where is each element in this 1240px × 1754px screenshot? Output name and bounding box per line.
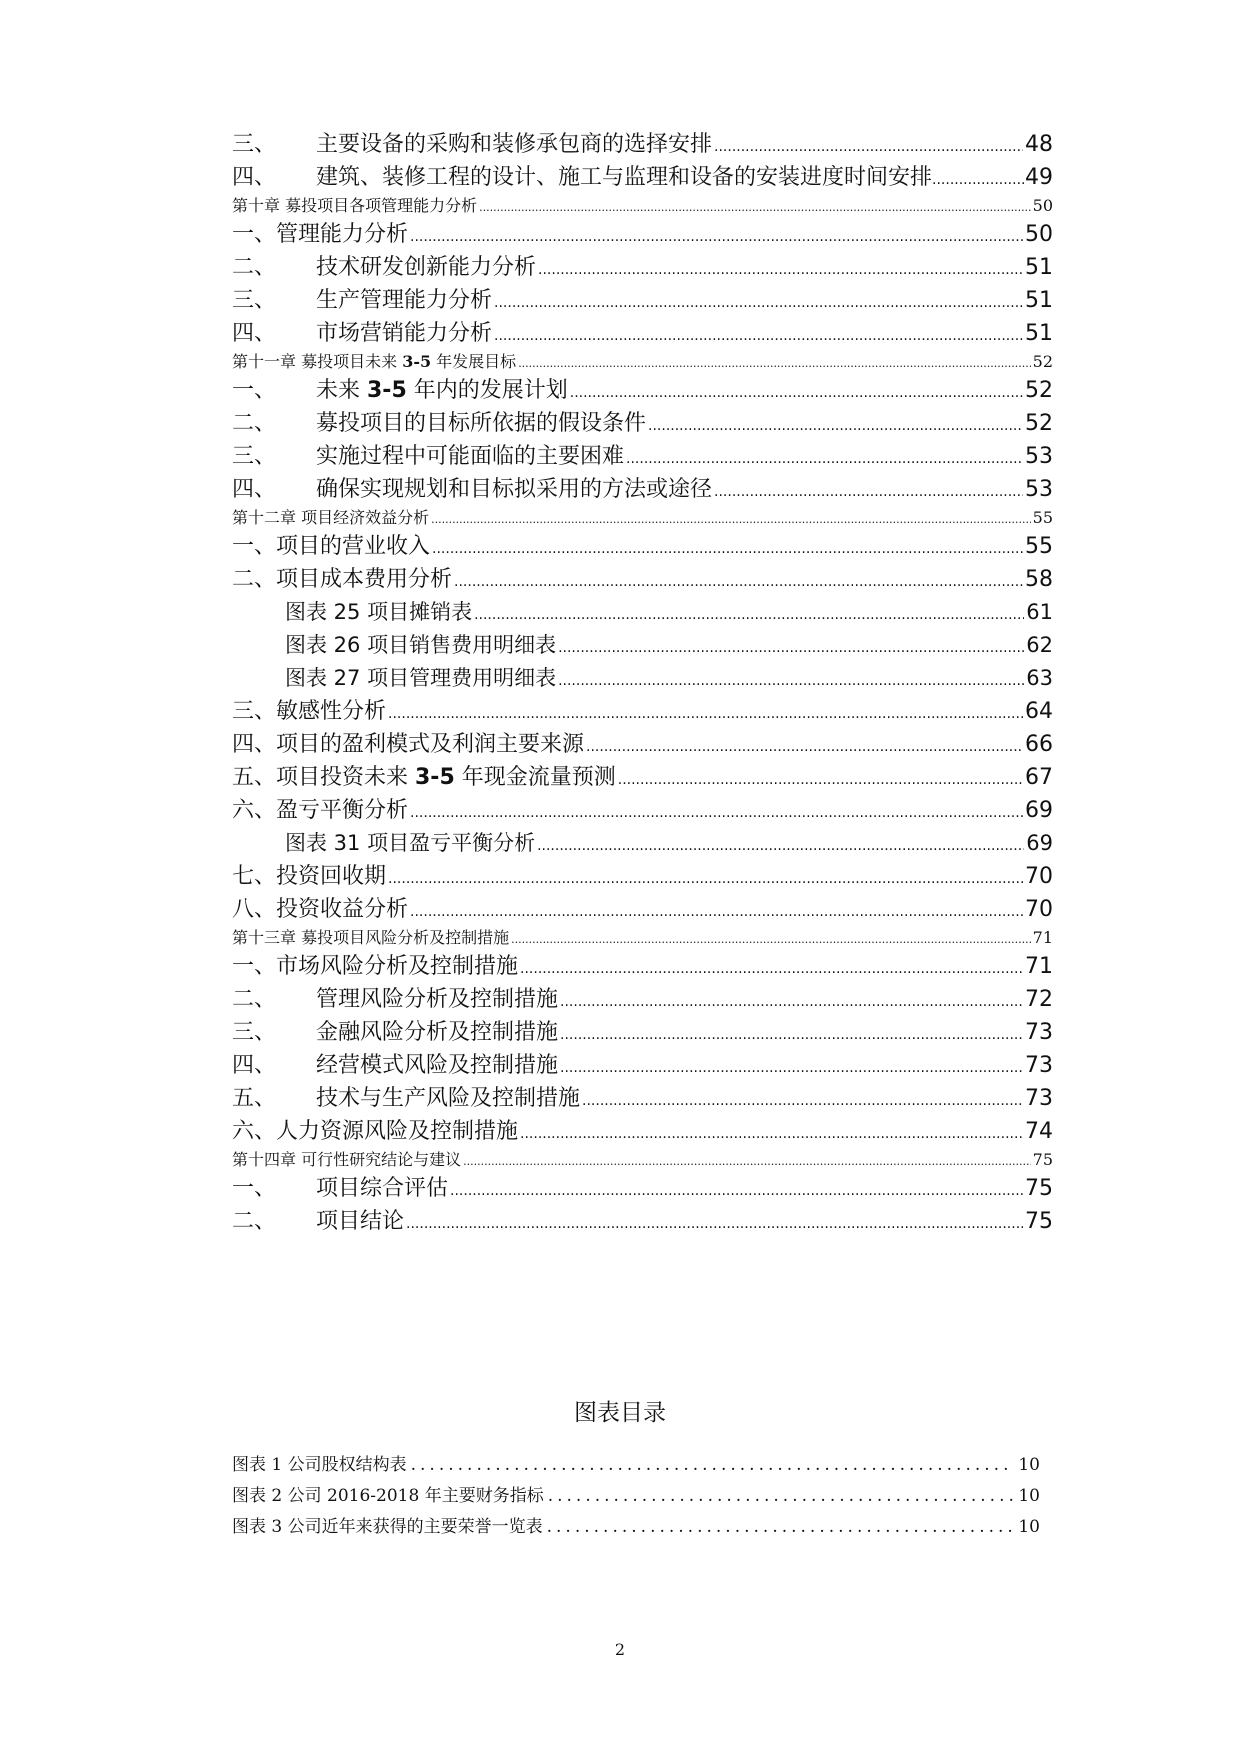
toc-entry[interactable]: [232, 983, 1053, 1016]
toc-entry-number: 二、: [232, 1209, 277, 1234]
dot-leader: [494, 320, 1023, 353]
dot-leader: [431, 508, 1031, 532]
toc-entry[interactable]: [232, 1205, 1053, 1238]
toc-entry[interactable]: [232, 563, 1053, 596]
toc-entry-title: 金融风险分析及控制措施: [316, 1020, 559, 1045]
toc-entry-title: 确保实现规划和目标拟采用的方法或途径: [316, 477, 713, 502]
toc-entry-title: 六、盈亏平衡分析: [232, 798, 409, 823]
toc-figure-entry[interactable]: [232, 596, 1053, 629]
toc-entry-page: 53: [1025, 444, 1053, 469]
dot-leader: [537, 830, 1024, 863]
toc-entry-number: 五、: [232, 1086, 277, 1111]
dot-leader: [618, 764, 1023, 797]
toc-entry-page: 58: [1025, 567, 1053, 592]
dot-leader: [463, 1150, 1031, 1174]
title-part: 未来: [316, 378, 367, 403]
toc-entry-number: 三、: [232, 288, 277, 313]
toc-entry-page: 51: [1025, 288, 1053, 313]
toc-entry-title: 二、项目成本费用分析: [232, 567, 453, 592]
toc-entry-page: 51: [1025, 255, 1053, 280]
title-part-bold: 3-5: [402, 352, 432, 371]
dot-leader: [479, 196, 1031, 220]
toc-entry-title: 图表 31 项目盈亏平衡分析: [285, 831, 536, 855]
dot-leader: [410, 221, 1023, 254]
toc-entry-title: 三、敏感性分析: [232, 699, 387, 724]
toc-entry-number: 三、: [232, 444, 277, 469]
toc-entry-title: 主要设备的采购和装修承包商的选择安排: [316, 132, 713, 157]
toc-entry-page: 48: [1025, 132, 1053, 157]
toc-entry-number: 二、: [232, 255, 277, 280]
toc-entry-number: 二、: [232, 987, 277, 1012]
toc-entry[interactable]: [232, 1082, 1053, 1115]
dot-leader: [538, 254, 1023, 287]
toc-entry-page: 75: [1025, 1176, 1053, 1201]
figure-list: [232, 1450, 1040, 1543]
toc-entry-page: 63: [1026, 666, 1053, 690]
toc-entry-page: 64: [1025, 699, 1053, 724]
toc-entry[interactable]: [232, 128, 1053, 161]
dot-leader: [714, 476, 1023, 509]
toc-chapter-entry[interactable]: [232, 1148, 1053, 1172]
toc-entry-page: 74: [1025, 1119, 1053, 1144]
dot-leader: [560, 986, 1023, 1019]
dot-leader: [520, 1118, 1023, 1151]
toc-entry-title: 建筑、装修工程的设计、施工与监理和设备的安装进度时间安排: [316, 165, 933, 190]
figure-entry-title: 图表 3 公司近年来获得的主要荣誉一览表: [232, 1517, 543, 1537]
toc-entry-title: 四、项目的盈利模式及利润主要来源: [232, 732, 585, 757]
table-of-contents: [232, 128, 1053, 1238]
dot-leader: [454, 566, 1023, 599]
toc-entry[interactable]: [232, 950, 1053, 983]
toc-entry-page: 49: [1025, 165, 1053, 190]
toc-entry-page: 72: [1025, 987, 1053, 1012]
toc-entry-page: 55: [1032, 508, 1053, 527]
toc-entry-page: 61: [1026, 600, 1053, 624]
toc-entry-title: 管理风险分析及控制措施: [316, 987, 559, 1012]
toc-entry-page: 71: [1032, 928, 1053, 947]
toc-entry-title: 经营模式风险及控制措施: [316, 1053, 559, 1078]
dot-leader: [714, 131, 1023, 164]
toc-entry[interactable]: [232, 473, 1053, 506]
toc-entry-title: 图表 26 项目销售费用明细表: [285, 633, 557, 657]
toc-entry[interactable]: [232, 218, 1053, 251]
toc-entry[interactable]: [232, 530, 1053, 563]
dot-leader: [518, 352, 1030, 376]
toc-entry[interactable]: [232, 440, 1053, 473]
toc-chapter-entry[interactable]: [232, 350, 1053, 374]
figure-list-entry[interactable]: [232, 1450, 1040, 1481]
toc-entry-page: 73: [1025, 1020, 1053, 1045]
toc-entry-page: 70: [1025, 897, 1053, 922]
toc-figure-entry[interactable]: [232, 662, 1053, 695]
toc-entry-page: 52: [1025, 411, 1053, 436]
title-part: 第十一章 募投项目未来: [232, 352, 403, 371]
dot-leader: [494, 287, 1023, 320]
toc-entry-page: 52: [1032, 352, 1053, 371]
toc-entry[interactable]: [232, 761, 1053, 794]
toc-entry[interactable]: [232, 1172, 1053, 1205]
figure-entry-page: 10: [1018, 1517, 1040, 1537]
dot-leader: [560, 1019, 1023, 1052]
toc-entry[interactable]: [232, 1049, 1053, 1082]
toc-entry[interactable]: [232, 860, 1053, 893]
toc-entry-title: 第十三章 募投项目风险分析及控制措施: [232, 928, 510, 947]
toc-entry-page: 62: [1026, 633, 1053, 657]
toc-entry-title: 八、投资收益分析: [232, 897, 409, 922]
toc-entry[interactable]: [232, 695, 1053, 728]
toc-entry[interactable]: [232, 794, 1053, 827]
toc-entry-title: 第十章 募投项目各项管理能力分析: [232, 196, 478, 215]
toc-entry-title: [232, 761, 616, 794]
toc-entry-title: 第十二章 项目经济效益分析: [232, 508, 430, 527]
toc-entry[interactable]: [232, 728, 1053, 761]
figure-entry-page: 10: [1018, 1486, 1040, 1506]
toc-entry-number: 四、: [232, 165, 277, 190]
toc-entry-page: 51: [1025, 321, 1053, 346]
toc-chapter-entry[interactable]: [232, 926, 1053, 950]
toc-entry-title: 技术与生产风险及控制措施: [316, 1086, 581, 1111]
dot-leader: [411, 1450, 1015, 1481]
figure-entry-page: 10: [1018, 1455, 1040, 1475]
toc-entry-page: 73: [1025, 1086, 1053, 1111]
toc-entry-page: 50: [1025, 222, 1053, 247]
dot-leader: [511, 928, 1031, 952]
dot-leader: [582, 1085, 1023, 1118]
toc-entry-page: 53: [1025, 477, 1053, 502]
toc-entry-title: 技术研发创新能力分析: [316, 255, 537, 280]
toc-entry[interactable]: [232, 893, 1053, 926]
dot-leader: [547, 1512, 1015, 1543]
dot-leader: [410, 896, 1023, 929]
toc-entry-number: 三、: [232, 132, 277, 157]
toc-entry[interactable]: [232, 251, 1053, 284]
toc-entry-title: 项目结论: [316, 1209, 405, 1234]
dot-leader: [548, 1481, 1015, 1512]
title-part: 年现金流量预测: [454, 765, 616, 790]
toc-entry-page: 73: [1025, 1053, 1053, 1078]
dot-leader: [410, 797, 1023, 830]
title-part: 五、项目投资未来: [232, 765, 415, 790]
toc-entry-number: 四、: [232, 1053, 277, 1078]
toc-entry-page: 69: [1026, 831, 1053, 855]
dot-leader: [450, 1175, 1023, 1208]
dot-leader: [558, 632, 1024, 665]
toc-entry[interactable]: [232, 284, 1053, 317]
toc-entry-page: 66: [1025, 732, 1053, 757]
toc-entry-page: 55: [1025, 534, 1053, 559]
dot-leader: [558, 665, 1024, 698]
toc-entry-title: 图表 27 项目管理费用明细表: [285, 666, 557, 690]
toc-entry[interactable]: [232, 317, 1053, 350]
figure-entry-title: 图表 2 公司 2016-2018 年主要财务指标: [232, 1486, 544, 1506]
toc-entry-number: 一、: [232, 1176, 277, 1201]
toc-entry-title: 实施过程中可能面临的主要困难: [316, 444, 625, 469]
figure-list-entry[interactable]: [232, 1481, 1040, 1512]
dot-leader: [432, 533, 1023, 566]
toc-entry-title: 图表 25 项目摊销表: [285, 600, 473, 624]
title-part: 年内的发展计划: [406, 378, 568, 403]
toc-entry-title: [316, 374, 568, 407]
dot-leader: [520, 953, 1023, 986]
dot-leader: [388, 863, 1023, 896]
toc-entry-title: 第十四章 可行性研究结论与建议: [232, 1150, 462, 1169]
toc-entry-title: 七、投资回收期: [232, 864, 387, 889]
toc-entry-title: 一、市场风险分析及控制措施: [232, 954, 519, 979]
toc-entry-number: 一、: [232, 378, 277, 403]
toc-entry-page: 67: [1025, 765, 1053, 790]
toc-entry[interactable]: [232, 374, 1053, 407]
dot-leader: [406, 1208, 1023, 1241]
toc-entry-number: 三、: [232, 1020, 277, 1045]
toc-entry-page: 75: [1025, 1209, 1053, 1234]
dot-leader: [648, 410, 1023, 443]
dot-leader: [474, 599, 1024, 632]
dot-leader: [586, 731, 1023, 764]
toc-entry-number: 二、: [232, 411, 277, 436]
toc-entry-title: 六、人力资源风险及控制措施: [232, 1119, 519, 1144]
title-part-bold: 3-5: [367, 378, 407, 403]
figure-list-entry[interactable]: [232, 1512, 1040, 1543]
toc-figure-entry[interactable]: [232, 629, 1053, 662]
toc-entry-title: 市场营销能力分析: [316, 321, 493, 346]
toc-entry-page: 52: [1025, 378, 1053, 403]
page-number: 2: [614, 1640, 626, 1659]
toc-entry-page: 69: [1025, 798, 1053, 823]
toc-entry-title: [232, 350, 516, 374]
dot-leader: [626, 443, 1023, 476]
title-part-bold: 3-5: [415, 765, 455, 790]
toc-entry-number: 四、: [232, 477, 277, 502]
toc-entry-title: 生产管理能力分析: [316, 288, 493, 313]
figure-entry-title: 图表 1 公司股权结构表: [232, 1455, 407, 1475]
toc-entry-title: 募投项目的目标所依据的假设条件: [316, 411, 647, 436]
toc-entry[interactable]: [232, 407, 1053, 440]
toc-entry-number: 四、: [232, 321, 277, 346]
toc-entry[interactable]: [232, 1016, 1053, 1049]
dot-leader: [932, 164, 1025, 197]
toc-entry[interactable]: [232, 1115, 1053, 1148]
toc-entry-page: 70: [1025, 864, 1053, 889]
toc-entry-title: 项目综合评估: [316, 1176, 449, 1201]
toc-entry-title: 一、项目的营业收入: [232, 534, 431, 559]
dot-leader: [560, 1052, 1023, 1085]
figure-list-title: 图表目录: [574, 1400, 666, 1426]
toc-figure-entry[interactable]: [232, 827, 1053, 860]
dot-leader: [570, 377, 1023, 410]
toc-chapter-entry[interactable]: [232, 194, 1053, 218]
toc-entry-page: 71: [1025, 954, 1053, 979]
toc-entry-page: 50: [1032, 196, 1053, 215]
toc-chapter-entry[interactable]: [232, 506, 1053, 530]
dot-leader: [388, 698, 1023, 731]
toc-entry-title: 一、管理能力分析: [232, 222, 409, 247]
toc-entry[interactable]: [232, 161, 1053, 194]
title-part: 年发展目标: [431, 352, 517, 371]
toc-entry-page: 75: [1032, 1150, 1053, 1169]
